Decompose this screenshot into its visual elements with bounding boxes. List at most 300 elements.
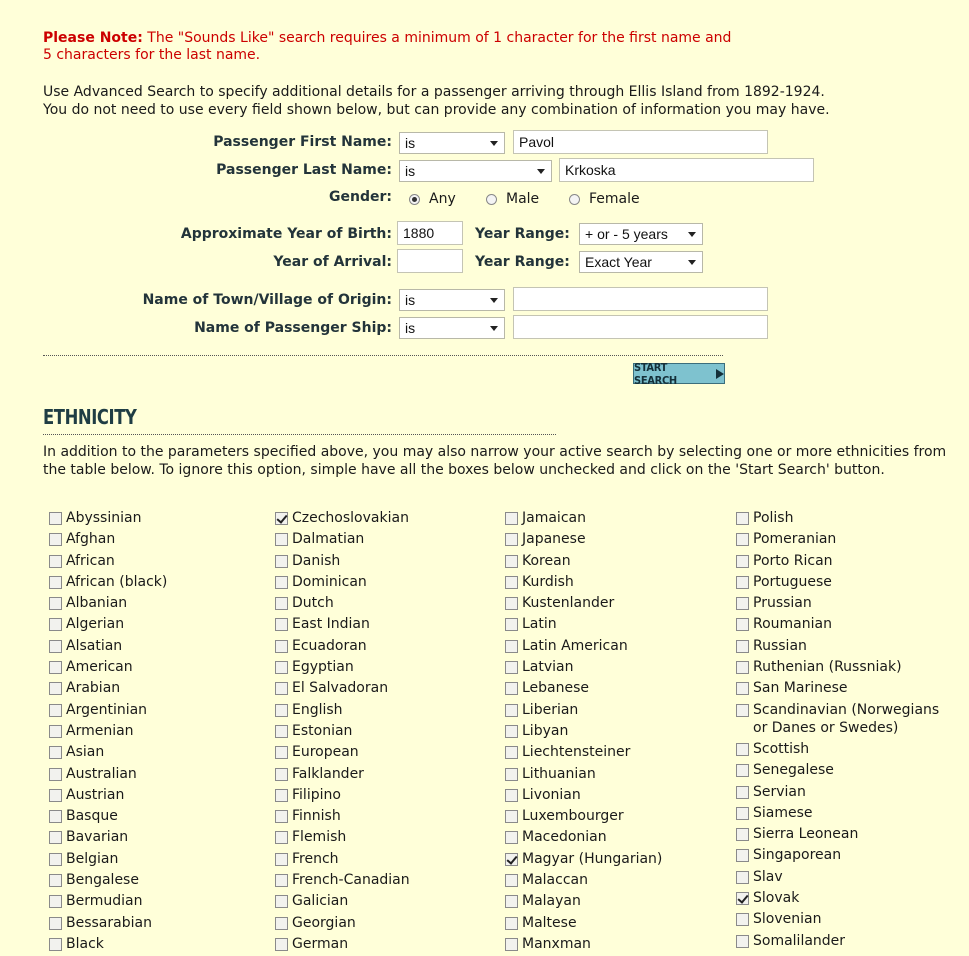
ethnicity-checkbox-item[interactable]: [49, 871, 167, 889]
checkbox-icon[interactable]: [736, 597, 749, 610]
gender-option-label: Male: [506, 191, 540, 207]
ethnicity-column-1: [49, 509, 167, 956]
checkbox-icon[interactable]: [49, 555, 62, 568]
checkbox-icon[interactable]: [49, 725, 62, 738]
start-search-label: START SEARCH: [634, 360, 677, 387]
ethnicity-checkbox-item[interactable]: [49, 935, 167, 953]
ethnicity-checkbox-item[interactable]: [49, 658, 167, 676]
ethnicity-checkbox-item[interactable]: [275, 743, 410, 761]
checkbox-icon[interactable]: [736, 913, 749, 926]
ethnicity-label: Ruthenian (Russniak): [753, 659, 902, 676]
ethnicity-checkbox-item[interactable]: [49, 679, 167, 697]
ethnicity-label: Maltese: [522, 914, 577, 931]
checkbox-icon[interactable]: [275, 831, 288, 844]
ethnicity-label: Siamese: [753, 804, 813, 821]
ethnicity-label: Finnish: [292, 808, 341, 825]
checkbox-icon[interactable]: [275, 640, 288, 653]
checkbox-icon[interactable]: [505, 704, 518, 717]
ship-mode-select[interactable]: [399, 317, 505, 339]
ethnicity-checkbox-item[interactable]: [49, 786, 167, 804]
checkbox-icon[interactable]: [736, 512, 749, 525]
ethnicity-checkbox-item[interactable]: [49, 743, 167, 761]
ethnicity-label: Latin: [522, 616, 557, 633]
checkbox-icon[interactable]: [505, 640, 518, 653]
ethnicity-label: French: [292, 850, 339, 867]
ethnicity-label: Somalilander: [753, 932, 846, 949]
checkbox-icon[interactable]: [736, 576, 749, 589]
ethnicity-checkbox-item[interactable]: [275, 786, 410, 804]
ethnicity-checkbox-item[interactable]: [505, 765, 662, 783]
checkbox-icon[interactable]: [49, 874, 62, 887]
ethnicity-checkbox-item[interactable]: [275, 850, 410, 868]
ethnicity-checkbox-item[interactable]: [736, 804, 953, 822]
ethnicity-label: French-Canadian: [292, 872, 410, 889]
ethnicity-checkbox-item[interactable]: [736, 637, 953, 655]
ethnicity-checkbox-item[interactable]: [275, 765, 410, 783]
ship-mode-value: is: [405, 320, 416, 336]
ethnicity-checkbox-item[interactable]: [49, 701, 167, 719]
ethnicity-checkbox-item[interactable]: [736, 910, 953, 928]
ethnicity-checkbox-item[interactable]: [736, 889, 953, 907]
ethnicity-label: San Marinese: [753, 680, 848, 697]
ethnicity-label: Kustenlander: [522, 595, 615, 612]
radio-selected-icon: [409, 194, 420, 205]
note-prefix: Please Note:: [43, 30, 143, 46]
ethnicity-label: Dominican: [292, 573, 367, 590]
ethnicity-checkbox-item[interactable]: [49, 573, 167, 591]
town-mode-select[interactable]: [399, 289, 505, 311]
ethnicity-checkbox-item[interactable]: [505, 786, 662, 804]
ethnicity-label: American: [66, 659, 133, 676]
checkbox-icon[interactable]: [505, 533, 518, 546]
checkbox-icon[interactable]: [275, 874, 288, 887]
form-divider: [43, 355, 723, 356]
ethnicity-label: Pomeranian: [753, 531, 837, 548]
ethnicity-checkbox-item[interactable]: [505, 594, 662, 612]
checkbox-icon[interactable]: [49, 533, 62, 546]
ethnicity-checkbox-item[interactable]: [275, 679, 410, 697]
ethnicity-label: Dutch: [292, 595, 334, 612]
checkbox-icon[interactable]: [505, 618, 518, 631]
ethnicity-label: African (black): [66, 573, 168, 590]
ship-label: Name of Passenger Ship:: [194, 320, 392, 336]
checkbox-icon[interactable]: [275, 576, 288, 589]
gender-radio-female[interactable]: [569, 191, 640, 207]
gender-option-label: Any: [429, 191, 456, 207]
checkbox-icon[interactable]: [736, 935, 749, 948]
checkbox-icon[interactable]: [49, 512, 62, 525]
ethnicity-checkbox-item[interactable]: [275, 701, 410, 719]
gender-option-label: Female: [589, 191, 640, 207]
ethnicity-checkbox-item[interactable]: [275, 722, 410, 740]
ethnicity-checkbox-item[interactable]: [275, 552, 410, 570]
ethnicity-checkbox-item[interactable]: [505, 828, 662, 846]
ethnicity-label: Kurdish: [522, 573, 574, 590]
chevron-down-icon: [688, 260, 696, 265]
checkbox-icon[interactable]: [736, 871, 749, 884]
ethnicity-label: Belgian: [66, 850, 119, 867]
ethnicity-checkbox-item[interactable]: [736, 868, 953, 886]
checkbox-icon[interactable]: [275, 618, 288, 631]
ethnicity-checkbox-item[interactable]: [275, 594, 410, 612]
checkbox-icon[interactable]: [736, 786, 749, 799]
checkbox-checked-icon[interactable]: [736, 892, 749, 905]
ethnicity-checkbox-item[interactable]: [275, 892, 410, 910]
ethnicity-label: Liberian: [522, 701, 579, 718]
checkbox-icon[interactable]: [505, 746, 518, 759]
checkbox-icon[interactable]: [49, 895, 62, 908]
last-name-label: Passenger Last Name:: [216, 162, 392, 178]
checkbox-icon[interactable]: [275, 661, 288, 674]
checkbox-icon[interactable]: [275, 555, 288, 568]
checkbox-icon[interactable]: [275, 810, 288, 823]
town-label: Name of Town/Village of Origin:: [142, 292, 392, 308]
ethnicity-label: Dalmatian: [292, 531, 365, 548]
note-line2: 5 characters for the last name.: [43, 47, 261, 63]
ethnicity-label: Luxembourger: [522, 808, 624, 825]
ethnicity-label: Manxman: [522, 935, 591, 952]
ethnicity-label: Egyptian: [292, 659, 354, 676]
checkbox-icon[interactable]: [49, 789, 62, 802]
ethnicity-checkbox-item[interactable]: [49, 594, 167, 612]
ethnicity-label: East Indian: [292, 616, 370, 633]
ethnicity-label: Livonian: [522, 786, 581, 803]
ethnicity-label: Abyssinian: [66, 510, 142, 526]
ethnicity-label: Slovak: [753, 890, 800, 907]
ethnicity-checkbox-item[interactable]: [736, 679, 953, 697]
ethnicity-checkbox-item[interactable]: [505, 679, 662, 697]
ethnicity-checkbox-item[interactable]: [49, 914, 167, 932]
radio-icon: [569, 194, 580, 205]
ethnicity-checkbox-item[interactable]: [275, 509, 410, 527]
ethnicity-label: Malaccan: [522, 872, 588, 889]
checkbox-icon[interactable]: [736, 555, 749, 568]
ethnicity-column-2: [275, 509, 410, 956]
ethnicity-label: Arabian: [66, 680, 121, 697]
ethnicity-label: Latin American: [522, 637, 628, 654]
ethnicity-checkbox-item[interactable]: [275, 935, 410, 953]
checkbox-icon[interactable]: [275, 768, 288, 781]
ethnicity-label: Algerian: [66, 616, 125, 633]
last-name-input[interactable]: Krkoska: [559, 158, 814, 182]
ethnicity-label: Malayan: [522, 893, 581, 910]
arrival-range-label: Year Range:: [475, 254, 570, 270]
ethnicity-label: Danish: [292, 552, 341, 569]
ethnicity-label: Lithuanian: [522, 765, 596, 782]
ethnicity-checkbox-item[interactable]: [49, 615, 167, 633]
ethnicity-checkbox-item[interactable]: [505, 637, 662, 655]
checkbox-icon[interactable]: [505, 895, 518, 908]
ethnicity-label: Basque: [66, 808, 118, 825]
ethnicity-checkbox-item[interactable]: [736, 509, 953, 527]
gender-label: Gender:: [329, 189, 392, 205]
ethnicity-label: Alsatian: [66, 637, 123, 654]
ethnicity-label: Black: [66, 935, 104, 952]
checkbox-checked-icon[interactable]: [505, 853, 518, 866]
ethnicity-label: Georgian: [292, 914, 356, 931]
checkbox-icon[interactable]: [49, 768, 62, 781]
ethnicity-checkbox-item[interactable]: [275, 807, 410, 825]
checkbox-icon[interactable]: [736, 764, 749, 777]
ethnicity-checkbox-item[interactable]: [736, 530, 953, 548]
checkbox-icon[interactable]: [49, 576, 62, 589]
checkbox-icon[interactable]: [505, 555, 518, 568]
ethnicity-label: Bengalese: [66, 872, 139, 889]
checkbox-icon[interactable]: [275, 704, 288, 717]
ethnicity-label: Liechtensteiner: [522, 744, 631, 761]
checkbox-icon[interactable]: [736, 807, 749, 820]
ethnicity-checkbox-item[interactable]: [49, 637, 167, 655]
ethnicity-checkbox-item[interactable]: [49, 722, 167, 740]
ethnicity-label: European: [292, 744, 359, 761]
ethnicity-label: Latvian: [522, 659, 574, 676]
ethnicity-label: Magyar (Hungarian): [522, 850, 663, 867]
ethnicity-column-4: [736, 509, 953, 953]
ethnicity-checkbox-item[interactable]: [505, 871, 662, 889]
checkbox-icon[interactable]: [275, 938, 288, 951]
checkbox-icon[interactable]: [275, 853, 288, 866]
checkbox-icon[interactable]: [505, 597, 518, 610]
ethnicity-checkbox-item[interactable]: [736, 573, 953, 591]
checkbox-icon[interactable]: [49, 917, 62, 930]
checkbox-icon[interactable]: [505, 768, 518, 781]
ethnicity-label: Flemish: [292, 829, 347, 846]
intro-line2: You do not need to use every field shown below, but can provide any combination of information you may have.: [43, 102, 830, 118]
ethnicity-label: Roumanian: [753, 616, 832, 633]
ethnicity-checkbox-item[interactable]: [736, 761, 953, 779]
ethnicity-label: Bavarian: [66, 829, 129, 846]
note-line1: The "Sounds Like" search requires a minimum of 1 character for the first name and: [142, 30, 732, 46]
checkbox-icon[interactable]: [736, 640, 749, 653]
ethnicity-checkbox-item[interactable]: [275, 530, 410, 548]
ethnicity-checkbox-item[interactable]: [49, 530, 167, 548]
ethnicity-label: Korean: [522, 552, 571, 569]
ethnicity-checkbox-item[interactable]: [49, 807, 167, 825]
ethnicity-label: Lebanese: [522, 680, 590, 697]
first-name-label: Passenger First Name:: [213, 134, 392, 150]
checkbox-icon[interactable]: [505, 725, 518, 738]
ethnicity-column-3: [505, 509, 662, 956]
birth-year-input[interactable]: 1880: [397, 221, 463, 245]
checkbox-icon[interactable]: [736, 743, 749, 756]
checkbox-icon[interactable]: [505, 512, 518, 525]
ethnicity-checkbox-item[interactable]: [505, 914, 662, 932]
ethnicity-label: English: [292, 701, 343, 718]
checkbox-icon[interactable]: [49, 618, 62, 631]
ethnicity-checkbox-item[interactable]: [49, 850, 167, 868]
arrival-range-select[interactable]: [579, 251, 703, 273]
ethnicity-label: Filipino: [292, 786, 341, 803]
chevron-down-icon: [688, 232, 696, 237]
ethnicity-checkbox-item[interactable]: [275, 573, 410, 591]
checkbox-icon[interactable]: [49, 640, 62, 653]
first-name-mode-select[interactable]: [399, 132, 505, 154]
ethnicity-label: Libyan: [522, 722, 569, 739]
ethnicity-checkbox-item[interactable]: [275, 658, 410, 676]
ethnicity-label: Servian: [753, 783, 806, 800]
ethnicity-label: Scottish: [753, 740, 810, 757]
play-arrow-icon: [716, 369, 724, 379]
ethnicity-checkbox-item[interactable]: [736, 783, 953, 801]
ethnicity-checkbox-item[interactable]: [736, 932, 953, 950]
first-name-input[interactable]: Pavol: [513, 130, 768, 154]
ethnicity-label: Falklander: [292, 765, 364, 782]
ethnicity-checkbox-item[interactable]: [505, 722, 662, 740]
ethnicity-checkbox-item[interactable]: [275, 914, 410, 932]
ethnicity-checkbox-item[interactable]: [505, 935, 662, 953]
ethnicity-checkbox-item[interactable]: [505, 658, 662, 676]
birth-range-label: Year Range:: [475, 226, 570, 242]
ethnicity-label: Bermudian: [66, 893, 143, 910]
ethnicity-label: Portuguese: [753, 573, 832, 590]
first-name-mode-value: is: [405, 135, 416, 151]
ethnicity-checkbox-item[interactable]: [736, 615, 953, 633]
ethnicity-divider: [43, 434, 556, 435]
checkbox-icon[interactable]: [275, 746, 288, 759]
gender-radio-male[interactable]: [486, 191, 539, 207]
checkbox-icon[interactable]: [49, 853, 62, 866]
checkbox-icon[interactable]: [736, 533, 749, 546]
ethnicity-checkbox-item[interactable]: [49, 828, 167, 846]
ethnicity-label: Argentinian: [66, 701, 148, 718]
intro-text: [43, 83, 830, 119]
ethnicity-checkbox-item[interactable]: [505, 850, 662, 868]
ethnicity-label: Scandinavian (Norwegians or Danes or Swedes): [753, 701, 940, 736]
checkbox-icon[interactable]: [505, 938, 518, 951]
checkbox-icon[interactable]: [505, 917, 518, 930]
checkbox-icon[interactable]: [275, 725, 288, 738]
checkbox-icon[interactable]: [736, 618, 749, 631]
checkbox-icon[interactable]: [49, 597, 62, 610]
ethnicity-label: Senegalese: [753, 762, 834, 779]
ethnicity-checkbox-item[interactable]: [275, 615, 410, 633]
town-input[interactable]: [513, 287, 768, 311]
ethnicity-checkbox-item[interactable]: [275, 871, 410, 889]
checkbox-icon[interactable]: [736, 661, 749, 674]
intro-line1: Use Advanced Search to specify additional details for a passenger arriving through Ellis Island from 1892-1924.: [43, 84, 825, 100]
arrival-year-label: Year of Arrival:: [273, 254, 392, 270]
checkbox-icon[interactable]: [505, 789, 518, 802]
last-name-mode-select[interactable]: [399, 160, 552, 182]
checkbox-icon[interactable]: [505, 810, 518, 823]
ethnicity-label: Macedonian: [522, 829, 607, 846]
ethnicity-checkbox-item[interactable]: [49, 765, 167, 783]
arrival-year-input[interactable]: [397, 249, 463, 273]
checkbox-icon[interactable]: [275, 533, 288, 546]
ethnicity-label: Albanian: [66, 595, 128, 612]
ethnicity-label: Ecuadoran: [292, 637, 367, 654]
ethnicity-label: Sierra Leonean: [753, 826, 859, 843]
checkbox-icon[interactable]: [505, 831, 518, 844]
ethnicity-label: El Salvadoran: [292, 680, 389, 697]
ethnicity-checkbox-item[interactable]: [505, 807, 662, 825]
ethnicity-checkbox-item[interactable]: [736, 846, 953, 864]
ethnicity-checkbox-item[interactable]: [49, 552, 167, 570]
ethnicity-label: Galician: [292, 893, 349, 910]
checkbox-icon[interactable]: [736, 849, 749, 862]
checkbox-icon[interactable]: [736, 704, 749, 717]
checkbox-icon[interactable]: [49, 810, 62, 823]
checkbox-icon[interactable]: [275, 682, 288, 695]
chevron-down-icon: [490, 141, 498, 146]
checkbox-icon[interactable]: [736, 682, 749, 695]
ethnicity-label: African: [66, 552, 115, 569]
ethnicity-checkbox-item[interactable]: [505, 701, 662, 719]
ethnicity-label: Jamaican: [522, 510, 586, 526]
checkbox-icon[interactable]: [736, 828, 749, 841]
checkbox-icon[interactable]: [505, 682, 518, 695]
checkbox-icon[interactable]: [275, 597, 288, 610]
ethnicity-label: German: [292, 935, 349, 952]
arrival-range-value: Exact Year: [585, 254, 652, 270]
ethnicity-checkbox-item[interactable]: [736, 552, 953, 570]
checkbox-icon[interactable]: [505, 874, 518, 887]
ethnicity-checkbox-item[interactable]: [736, 825, 953, 843]
ethnicity-label: Prussian: [753, 595, 812, 612]
ethnicity-checkbox-item[interactable]: [736, 594, 953, 612]
birth-range-select[interactable]: [579, 223, 703, 245]
ethnicity-checkbox-item[interactable]: [505, 573, 662, 591]
birth-year-label: Approximate Year of Birth:: [180, 226, 392, 242]
last-name-mode-value: is: [405, 163, 416, 179]
town-mode-value: is: [405, 292, 416, 308]
ethnicity-checkbox-item[interactable]: [505, 743, 662, 761]
ethnicity-label: Polish: [753, 510, 794, 526]
checkbox-icon[interactable]: [505, 661, 518, 674]
ethnicity-description: In addition to the parameters specified above, you may also narrow your active search by selecting one or more ethnicities from the table below. To ignore this option, simple have all the boxes below unchecked and click on the 'Start Search' button.: [43, 444, 947, 478]
ethnicity-checkbox-item[interactable]: [275, 828, 410, 846]
sounds-like-note: [43, 30, 731, 64]
ethnicity-heading: ETHNICITY: [43, 405, 137, 429]
ethnicity-checkbox-item[interactable]: [275, 637, 410, 655]
checkbox-icon[interactable]: [275, 917, 288, 930]
checkbox-icon[interactable]: [49, 938, 62, 951]
ethnicity-checkbox-item[interactable]: [505, 615, 662, 633]
ethnicity-label: Austrian: [66, 786, 125, 803]
gender-radio-any[interactable]: [409, 191, 456, 207]
ethnicity-label: Australian: [66, 765, 137, 782]
checkbox-icon[interactable]: [49, 704, 62, 717]
start-search-button[interactable]: [633, 360, 725, 387]
checkbox-checked-icon[interactable]: [275, 512, 288, 525]
ethnicity-label: Czechoslovakian: [292, 510, 409, 526]
ethnicity-label: Japanese: [522, 531, 586, 548]
ethnicity-checkbox-item[interactable]: [505, 892, 662, 910]
ethnicity-checkbox-item[interactable]: [49, 509, 167, 527]
ethnicity-checkbox-item[interactable]: [736, 701, 953, 737]
checkbox-icon[interactable]: [275, 895, 288, 908]
ethnicity-checkbox-item[interactable]: [49, 892, 167, 910]
checkbox-icon[interactable]: [49, 831, 62, 844]
chevron-down-icon: [490, 326, 498, 331]
ship-input[interactable]: [513, 315, 768, 339]
checkbox-icon[interactable]: [275, 789, 288, 802]
checkbox-icon[interactable]: [49, 746, 62, 759]
ethnicity-checkbox-item[interactable]: [505, 509, 662, 527]
ethnicity-label: Bessarabian: [66, 914, 152, 931]
checkbox-icon[interactable]: [505, 576, 518, 589]
ethnicity-label: Porto Rican: [753, 552, 833, 569]
chevron-down-icon: [490, 298, 498, 303]
ethnicity-checkbox-item[interactable]: [505, 552, 662, 570]
checkbox-icon[interactable]: [49, 661, 62, 674]
checkbox-icon[interactable]: [49, 682, 62, 695]
ethnicity-checkbox-item[interactable]: [736, 658, 953, 676]
ethnicity-checkbox-item[interactable]: [505, 530, 662, 548]
radio-icon: [486, 194, 497, 205]
ethnicity-checkbox-item[interactable]: [736, 740, 953, 758]
ethnicity-label: Slav: [753, 868, 783, 885]
